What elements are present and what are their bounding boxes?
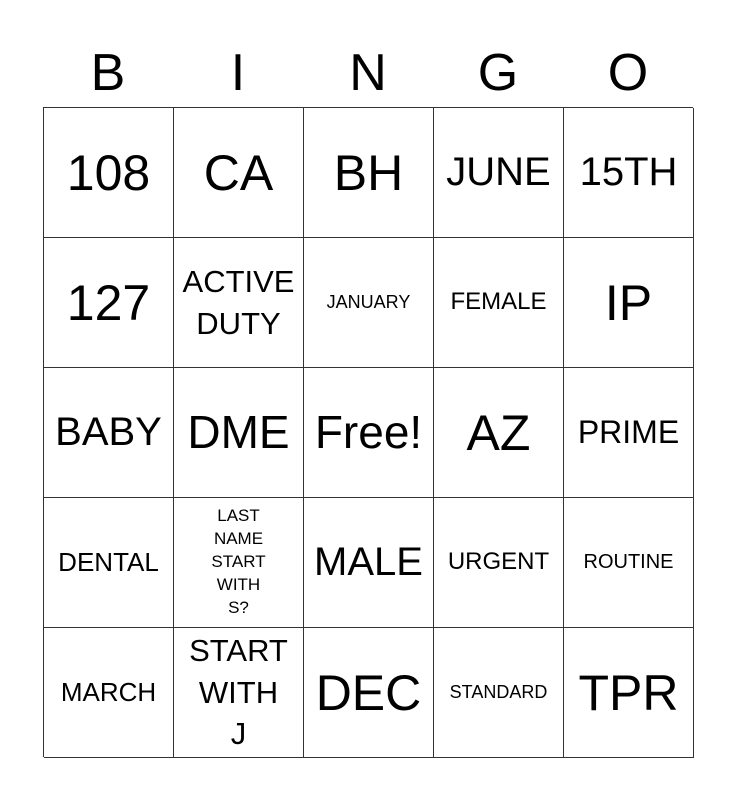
bingo-cell-r1-c1[interactable]: 108 xyxy=(44,108,174,238)
bingo-cell-r3-c2[interactable]: DME xyxy=(174,368,304,498)
bingo-cell-r4-c1[interactable]: DENTAL xyxy=(44,498,174,628)
header-letter-n: N xyxy=(349,44,387,102)
bingo-cell-r1-c4[interactable]: JUNE xyxy=(434,108,564,238)
bingo-cell-r2-c4[interactable]: FEMALE xyxy=(434,238,564,368)
bingo-cell-r5-c4[interactable]: STANDARD xyxy=(434,628,564,758)
bingo-cell-r5-c5[interactable]: TPR xyxy=(564,628,694,758)
header-letter-i: I xyxy=(230,44,246,102)
bingo-cell-r5-c3[interactable]: DEC xyxy=(304,628,434,758)
bingo-cell-r2-c5[interactable]: IP xyxy=(564,238,694,368)
bingo-cell-r4-c2[interactable]: LAST NAME START WITH S? xyxy=(174,498,304,628)
bingo-cell-r5-c2[interactable]: START WITH J xyxy=(174,628,304,758)
bingo-cell-r2-c1[interactable]: 127 xyxy=(44,238,174,368)
bingo-cell-r3-c5[interactable]: PRIME xyxy=(564,368,694,498)
bingo-header xyxy=(43,40,693,106)
header-letter-b: B xyxy=(90,44,126,102)
bingo-cell-r1-c5[interactable]: 15TH xyxy=(564,108,694,238)
header-letter-g: G xyxy=(477,44,519,102)
bingo-cell-r4-c5[interactable]: ROUTINE xyxy=(564,498,694,628)
header-letter-o: O xyxy=(607,44,649,102)
bingo-cell-r3-c4[interactable]: AZ xyxy=(434,368,564,498)
bingo-cell-r3-c3-free-space[interactable]: Free! xyxy=(304,368,434,498)
bingo-cell-r3-c1[interactable]: BABY xyxy=(44,368,174,498)
bingo-cell-r1-c3[interactable]: BH xyxy=(304,108,434,238)
bingo-cell-r4-c3[interactable]: MALE xyxy=(304,498,434,628)
bingo-cell-r2-c3[interactable]: JANUARY xyxy=(304,238,434,368)
bingo-cell-r2-c2[interactable]: ACTIVE DUTY xyxy=(174,238,304,368)
bingo-cell-r4-c4[interactable]: URGENT xyxy=(434,498,564,628)
bingo-cell-r5-c1[interactable]: MARCH xyxy=(44,628,174,758)
bingo-cell-r1-c2[interactable]: CA xyxy=(174,108,304,238)
bingo-board xyxy=(43,107,693,757)
